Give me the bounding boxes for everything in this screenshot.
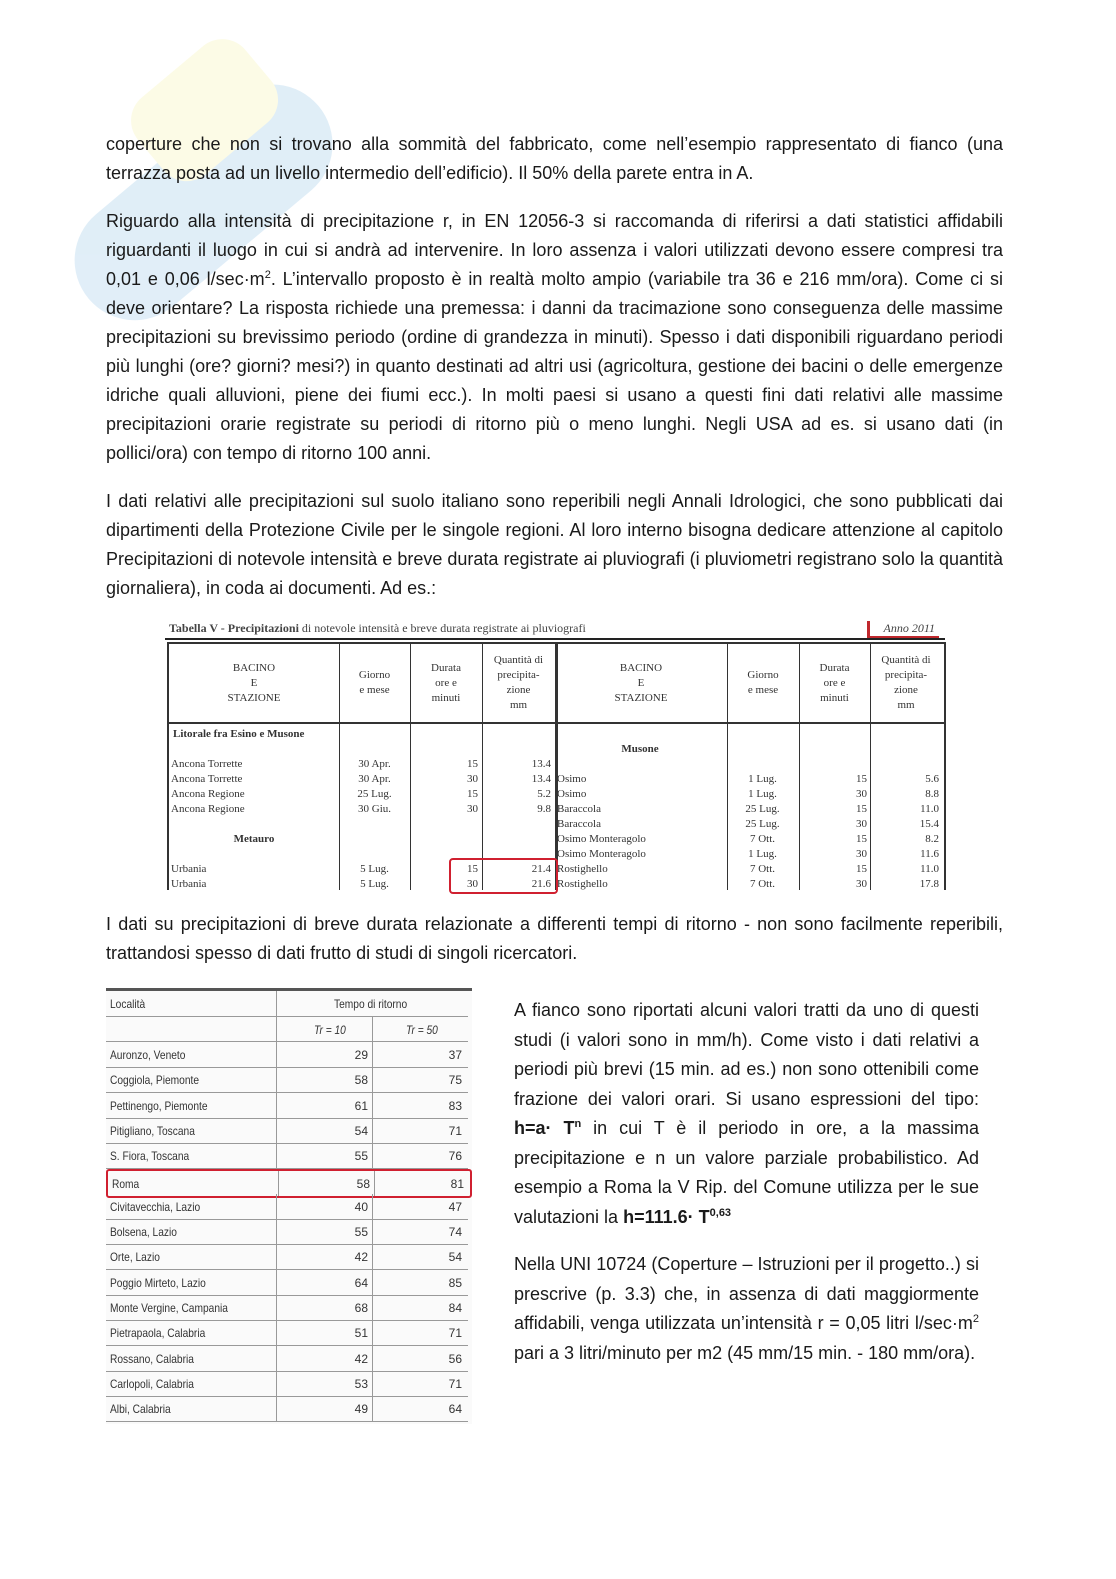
table-cell-dur: 30 [856, 788, 867, 800]
location: Pitigliano, Toscana [110, 1123, 195, 1138]
value-t10: 42 [354, 1351, 368, 1366]
table-cell-date: 7 Ott. [749, 863, 776, 875]
table-cell-mm: 5.2 [537, 788, 551, 800]
value-t10: 29 [354, 1048, 368, 1062]
table-cell-date: 25 Lug. [745, 818, 780, 830]
value-t10: 55 [354, 1149, 368, 1164]
table-header: BACINO E STAZIONE [614, 661, 668, 704]
table-cell-station: Rostighello [557, 863, 608, 875]
table-cell-station: Osimo Monteragolo [557, 833, 646, 845]
location: S. Fiora, Toscana [110, 1149, 190, 1164]
table-cell-date: 7 Ott. [749, 833, 776, 845]
header-return-period: Tempo di ritorno [334, 997, 408, 1011]
table-cell-dur: 30 [856, 818, 867, 830]
value-t10: 49 [354, 1402, 368, 1417]
table-row [106, 1093, 468, 1119]
paragraph-intro: coperture che non si trovano alla sommità del fabbricato, come nell’esempio rappresentato di fianco (una terrazza posta ad un livello intermedio dell’edificio). Il 50% della parete entra in A. [106, 134, 1003, 183]
location: Pietrapaola, Calabria [110, 1326, 206, 1341]
value-t10: 54 [354, 1123, 368, 1138]
value-t10: 53 [354, 1376, 368, 1391]
table-header: Durata ore e minuti [431, 661, 461, 704]
table-row [106, 1295, 468, 1321]
header-t50: Tr = 50 [406, 1023, 438, 1037]
paragraph-intensity: Riguardo alla intensità di precipitazione r, in EN 12056-3 si raccomanda di riferirsi a dati statistici affidabili riguardanti il luogo in cui si andrà ad intervenire. In loro assenza i valori utilizzati devono essere compresi tra 0,01 e 0,06 $l/\sec\cdot m^2$. L’intervallo proposto è in realtà molto ampio (variabile tra 36 e 216 mm/ora). Come ci si deve orientare? La risposta richiede una premessa: i danni da tracimazione sono conseguenza delle massime precipitazioni su brevissimo periodo (ordine di grandezza in minuti). Spesso i dati disponibili riguardano periodi più lunghi (ore? giorni? mesi?) in quanto destinati ad altri usi (agricoltura, gestione dei bacini o delle emergenze idriche quali alluvioni, piene dei fiumi ecc.). In molti paesi si usano a questi fini dati relativi alle massime precipitazioni orarie registrate su periodi di ritorno più o meno lunghi. Negli USA ad es. si usano dati (in pollici/ora) con tempo di ritorno 100 anni. [106, 211, 1003, 463]
location: Auronzo, Veneto [110, 1048, 186, 1062]
value-t50: 71 [448, 1123, 462, 1138]
value-t50: 56 [448, 1351, 462, 1366]
table-cell-station: Osimo [557, 773, 587, 785]
table-row [106, 1396, 468, 1422]
table-header-row [106, 991, 468, 1017]
value-t10: 58 [356, 1176, 370, 1191]
paragraph-annali: I dati relativi alle precipitazioni sul suolo italiano sono reperibili negli Annali Idrologici, che sono pubblicati dai dipartimenti della Protezione Civile per le singole regioni. Al loro interno bisogna dedicare attenzione al capitolo Precipitazioni di notevole intensità e breve durata registrate ai pluviografi (i pluviometri registrano solo la quantità giornaliera), in coda ai documenti. Ad es.: [106, 491, 1003, 598]
table-cell-date: 5 Lug. [360, 878, 389, 890]
table-cell-dur: 30 [467, 773, 478, 785]
table-row [106, 1270, 468, 1296]
table-cell-date: 25 Lug. [745, 803, 780, 815]
table-header: BACINO E STAZIONE [227, 661, 281, 704]
table-cell-mm: 15.4 [919, 818, 939, 830]
location: Roma [112, 1176, 140, 1191]
table-cell-date: 1 Lug. [748, 773, 777, 785]
table-row [106, 1118, 468, 1144]
table-cell-dur: 15 [856, 863, 867, 875]
value-t50: 85 [448, 1275, 462, 1290]
table-cell-mm: 21.4 [531, 863, 551, 875]
table-cell-mm: 13.4 [531, 758, 551, 770]
table-cell-station: Musone [621, 743, 659, 755]
location: Pettinengo, Piemonte [110, 1098, 208, 1113]
value-t10: 40 [354, 1199, 368, 1214]
table-cell-station: Ancona Regione [171, 803, 245, 815]
table-header: Quantità di precipita- zione mm [881, 654, 931, 711]
table-cell-dur: 15 [467, 788, 478, 800]
header-t10: Tr = 10 [314, 1023, 346, 1037]
table-row [106, 1143, 468, 1169]
value-t50: 84 [448, 1301, 462, 1315]
value-t50: 74 [448, 1225, 462, 1240]
table-cell-station: Urbania [171, 878, 207, 890]
table-row [106, 1067, 468, 1093]
table-row [106, 1320, 468, 1346]
table-cell-mm: 11.0 [920, 863, 939, 875]
value-t50: 71 [448, 1376, 462, 1391]
value-t50: 76 [448, 1149, 462, 1164]
table-cell-dur: 30 [856, 848, 867, 860]
table-cell-mm: 8.2 [925, 833, 939, 845]
table-cell-dur: 30 [467, 878, 478, 890]
table-cell-dur: 15 [856, 833, 867, 845]
paragraph-return-times: I dati su precipitazioni di breve durata relazionate a differenti tempi di ritorno - non sono facilmente reperibili, trattandosi spesso di dati frutto di studi di singoli ricercatori. [106, 914, 1003, 963]
table-cell-date: 1 Lug. [748, 788, 777, 800]
table-cell-dur: 15 [467, 863, 478, 875]
table-cell-station: Litorale fra Esino e Musone [173, 728, 305, 740]
value-t10: 42 [354, 1250, 368, 1265]
table-cell-mm: 11.0 [920, 803, 939, 815]
table-cell-mm: 5.6 [925, 773, 939, 785]
table-cell-dur: 15 [856, 803, 867, 815]
table-header: Quantità di precipita- zione mm [493, 654, 544, 711]
table-cell-mm: 17.8 [919, 878, 939, 890]
highlight-box [449, 858, 558, 894]
table-cell-mm: 21.6 [531, 878, 551, 890]
value-t10: 64 [354, 1275, 368, 1290]
table-row [106, 1194, 468, 1220]
table-cell-mm: 11.6 [920, 848, 939, 860]
value-t50: 71 [448, 1326, 462, 1341]
value-t10: 51 [354, 1326, 368, 1341]
location: Bolsena, Lazio [110, 1225, 177, 1240]
header-location: Località [110, 997, 146, 1011]
value-t50: 75 [448, 1073, 462, 1088]
table-caption: Tabella V - Precipitazioni di notevole intensità e breve durata registrate ai pluviografi [169, 621, 586, 635]
value-t10: 61 [354, 1098, 368, 1113]
table-cell-date: 25 Lug. [357, 788, 392, 800]
table-cell-station: Ancona Torrette [171, 758, 243, 770]
value-t50: 54 [448, 1250, 462, 1265]
table-cell-station: Baraccola [557, 803, 601, 815]
table-cell-date: 7 Ott. [749, 878, 776, 890]
table-subheader-row [106, 1017, 468, 1042]
table-cell-date: 30 Giu. [358, 803, 391, 815]
table-row [106, 1371, 468, 1397]
table-cell-station: Rostighello [557, 878, 608, 890]
table-cell-station: Osimo [557, 788, 587, 800]
table-cell-date: 1 Lug. [748, 848, 777, 860]
table-cell-mm: 13.4 [531, 773, 551, 785]
table-row [106, 1042, 468, 1068]
location: Albi, Calabria [110, 1402, 171, 1417]
table-cell-mm: 8.8 [925, 788, 939, 800]
table-cell-dur: 30 [467, 803, 478, 815]
table-header: Giorno e mese [747, 669, 779, 696]
value-t50: 83 [448, 1098, 462, 1113]
table-cell-dur: 30 [856, 878, 867, 890]
table-cell-mm: 9.8 [537, 803, 551, 815]
side-paragraph-formula: A fianco sono riportati alcuni valori tratti da uno di questi studi (i valori sono in mm/h). Come visto i dati relativi a periodi più brevi (15 min. ad es.) non sono ottenibili come frazione dei valori orari. Si usano espressioni del tipo: $h=a\cdot T^n$ in cui T è il periodo in ore, a la massima precipitazione e n un valore parziale probabilistico. Ad esempio a Roma la V Rip. del Comune utilizza per le sue valutazioni la h=111.6· T$^{0,63}$ [514, 1000, 979, 1227]
table-cell-station: Urbania [171, 863, 207, 875]
value-t10: 68 [354, 1301, 368, 1315]
table-cell-station: Ancona Torrette [171, 773, 243, 785]
table-cell-station: Osimo Monteragolo [557, 848, 646, 860]
rainfall-table-image [165, 618, 945, 890]
table-cell-date: 5 Lug. [360, 863, 389, 875]
location: Orte, Lazio [110, 1250, 160, 1265]
value-t50: 47 [448, 1199, 462, 1214]
table-row [106, 1346, 468, 1372]
value-t50: 64 [448, 1402, 462, 1417]
table-cell-station: Baraccola [557, 818, 601, 830]
location: Civitavecchia, Lazio [110, 1199, 201, 1214]
side-paragraph-uni: Nella UNI 10724 (Coperture – Istruzioni per il progetto..) si prescrive (p. 3.3) che, in assenza di dati maggiormente affidabili, venga utilizzata un’intensità r = 0,05 litri $l/\sec\cdot m^2$ pari a 3 litri/minuto per m2 (45 mm/15 min. - 180 mm/ora). [514, 1254, 979, 1363]
value-t50: 37 [448, 1048, 462, 1062]
table-cell-dur: 15 [856, 773, 867, 785]
table-cell-station: Ancona Regione [171, 788, 245, 800]
table-header: Giorno e mese [358, 669, 391, 696]
table-header: Durata ore e minuti [819, 661, 850, 704]
table-cell-date: 30 Apr. [358, 773, 391, 785]
table-row [106, 1219, 468, 1245]
location: Monte Vergine, Campania [110, 1301, 228, 1315]
table-year: Anno 2011 [867, 621, 939, 638]
location: Rossano, Calabria [110, 1351, 194, 1366]
value-t10: 55 [354, 1225, 368, 1240]
location: Carlopoli, Calabria [110, 1376, 194, 1391]
value-t50: 81 [450, 1176, 464, 1191]
table-cell-dur: 15 [467, 758, 478, 770]
table-cell-date: 30 Apr. [358, 758, 391, 770]
location: Coggiola, Piemonte [110, 1073, 200, 1088]
location: Poggio Mirteto, Lazio [110, 1275, 206, 1290]
return-period-table [106, 988, 472, 1424]
table-cell-station: Metauro [233, 833, 275, 845]
value-t10: 58 [354, 1073, 368, 1088]
table-row [106, 1244, 468, 1270]
